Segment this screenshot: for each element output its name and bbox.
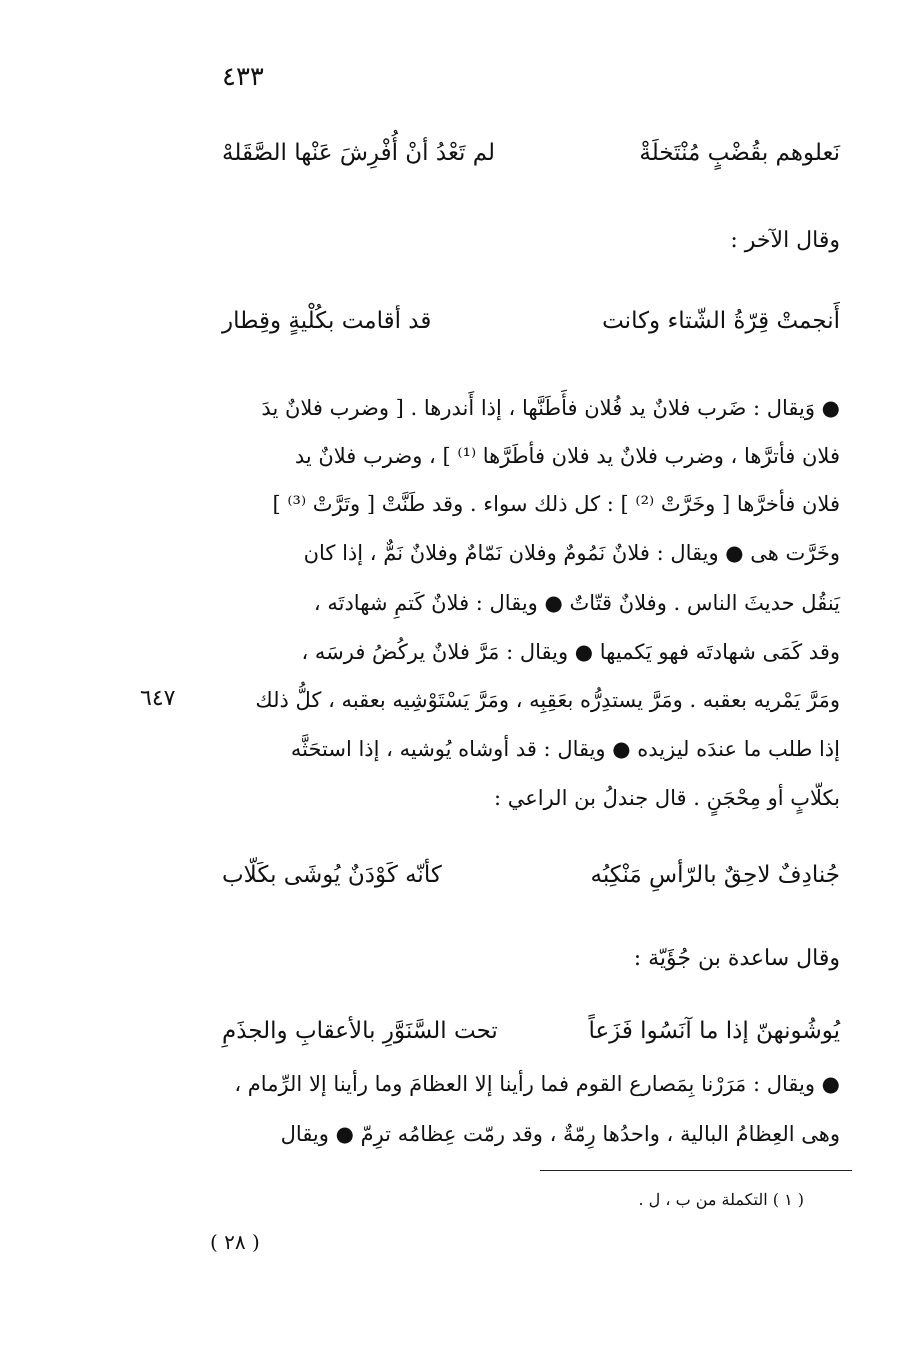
- paragraph-1-line-4: وخَرَّت هى ● ويقال : فلانٌ نَمُومٌ وفلان نَمّامٌ وفلانٌ نَمٌّ ، إذا كان: [303, 541, 840, 565]
- paragraph-1-line-9: بكلّابٍ أو مِحْجَنٍ . قال جندلُ بن الراعي :: [493, 786, 840, 810]
- paragraph-1-line-5: يَنقُل حديثَ الناس . وفلانٌ قتّاتٌ ● ويقال : فلانٌ كَتمِ شهادتَه ،: [313, 591, 840, 615]
- paragraph-1-line-7: ومَرَّ يَمْريه بعقبه . ومَرَّ يستدِرُّه بعَقِبِه ، ومَرَّ يَسْتَوْشِيه بعقبه ، كلُّ ذلك: [255, 688, 840, 712]
- verse-2: [222, 308, 840, 348]
- intro-2: وقال ساعدة بن جُؤَيّة :: [633, 946, 840, 971]
- verse-3: [222, 862, 840, 902]
- paragraph-2-line-2: وهى العِظامُ البالية ، واحدُها رِمّةٌ ، وقد رمّت عِظامُه ترِمّ ● ويقال: [280, 1122, 840, 1146]
- verse-4-left-hemistich: تحت السَّنَوَّرِ بالأعقابِ والجذَمِ: [222, 1018, 498, 1044]
- verse-1: [222, 140, 840, 180]
- verse-2-right-hemistich: أَنجمتْ قِرّةُ الشّتاء وكانت: [602, 308, 840, 334]
- paragraph-1-line-2: فلان فأترَّها ، وضرب فلانٌ يد فلان فأطَرَّها ⁽¹⁾ ] ، وضرب فلانٌ يد: [294, 444, 840, 468]
- verse-3-right-hemistich: جُنادِفٌ لاحِقٌ بالرّأسِ مَنْكِبُه: [590, 862, 840, 888]
- paragraph-1-line-3: فلان فأخرَّها [ وخَرَّتْ ⁽²⁾ ] : كل ذلك سواء . وقد طَنَّتْ [ وتَرَّتْ ⁽³⁾ ]: [272, 492, 840, 516]
- footnote: ( ١ ) التكملة من ب ، ل .: [638, 1190, 804, 1209]
- intro-1: وقال الآخر :: [730, 228, 840, 253]
- paragraph-2-line-1: ● ويقال : مَرَرْنا بِمَصارع القوم فما رأينا إلا العظامَ وما رأينا إلا الرِّمام ،: [234, 1072, 840, 1096]
- signature-mark: ( ٢٨ ): [210, 1230, 260, 1254]
- verse-3-left-hemistich: كأنّه كَوْدَنٌ يُوشَى بكَلّاب: [222, 862, 442, 888]
- verse-4-right-hemistich: يُوشُونهنّ إذا ما آنَسُوا فَزَعاً: [588, 1018, 840, 1044]
- verse-1-right-hemistich: نَعلوهم بقُضْبٍ مُنْتَخلَةْ: [639, 140, 840, 166]
- paragraph-1-line-6: وقد كَمَى شهادتَه فهو يَكميها ● ويقال : مَرَّ فلانٌ يركُضُ فرسَه ،: [301, 640, 840, 664]
- paragraph-1-line-1: ● وَيقال : ضَرب فلانٌ يد فُلان فأَطَنَّها ، إذا أَندرها . [ وضرب فلانٌ يدَ: [261, 396, 840, 420]
- paragraph-1-line-8: إذا طلب ما عندَه ليزيده ● ويقال : قد أوشاه يُوشيه ، إذا استحَثَّه: [290, 737, 840, 761]
- verse-1-left-hemistich: لم تَعْدُ أنْ أُفْرِشَ عَنْها الصَّقَلهْ: [222, 140, 496, 166]
- footnote-rule: [540, 1170, 852, 1171]
- page-number: ٤٣٣: [222, 62, 264, 92]
- verse-2-left-hemistich: قد أقامت بكُلْيةٍ وقِطار: [222, 308, 432, 334]
- margin-number: ٦٤٧: [140, 686, 176, 711]
- verse-4: [222, 1018, 840, 1058]
